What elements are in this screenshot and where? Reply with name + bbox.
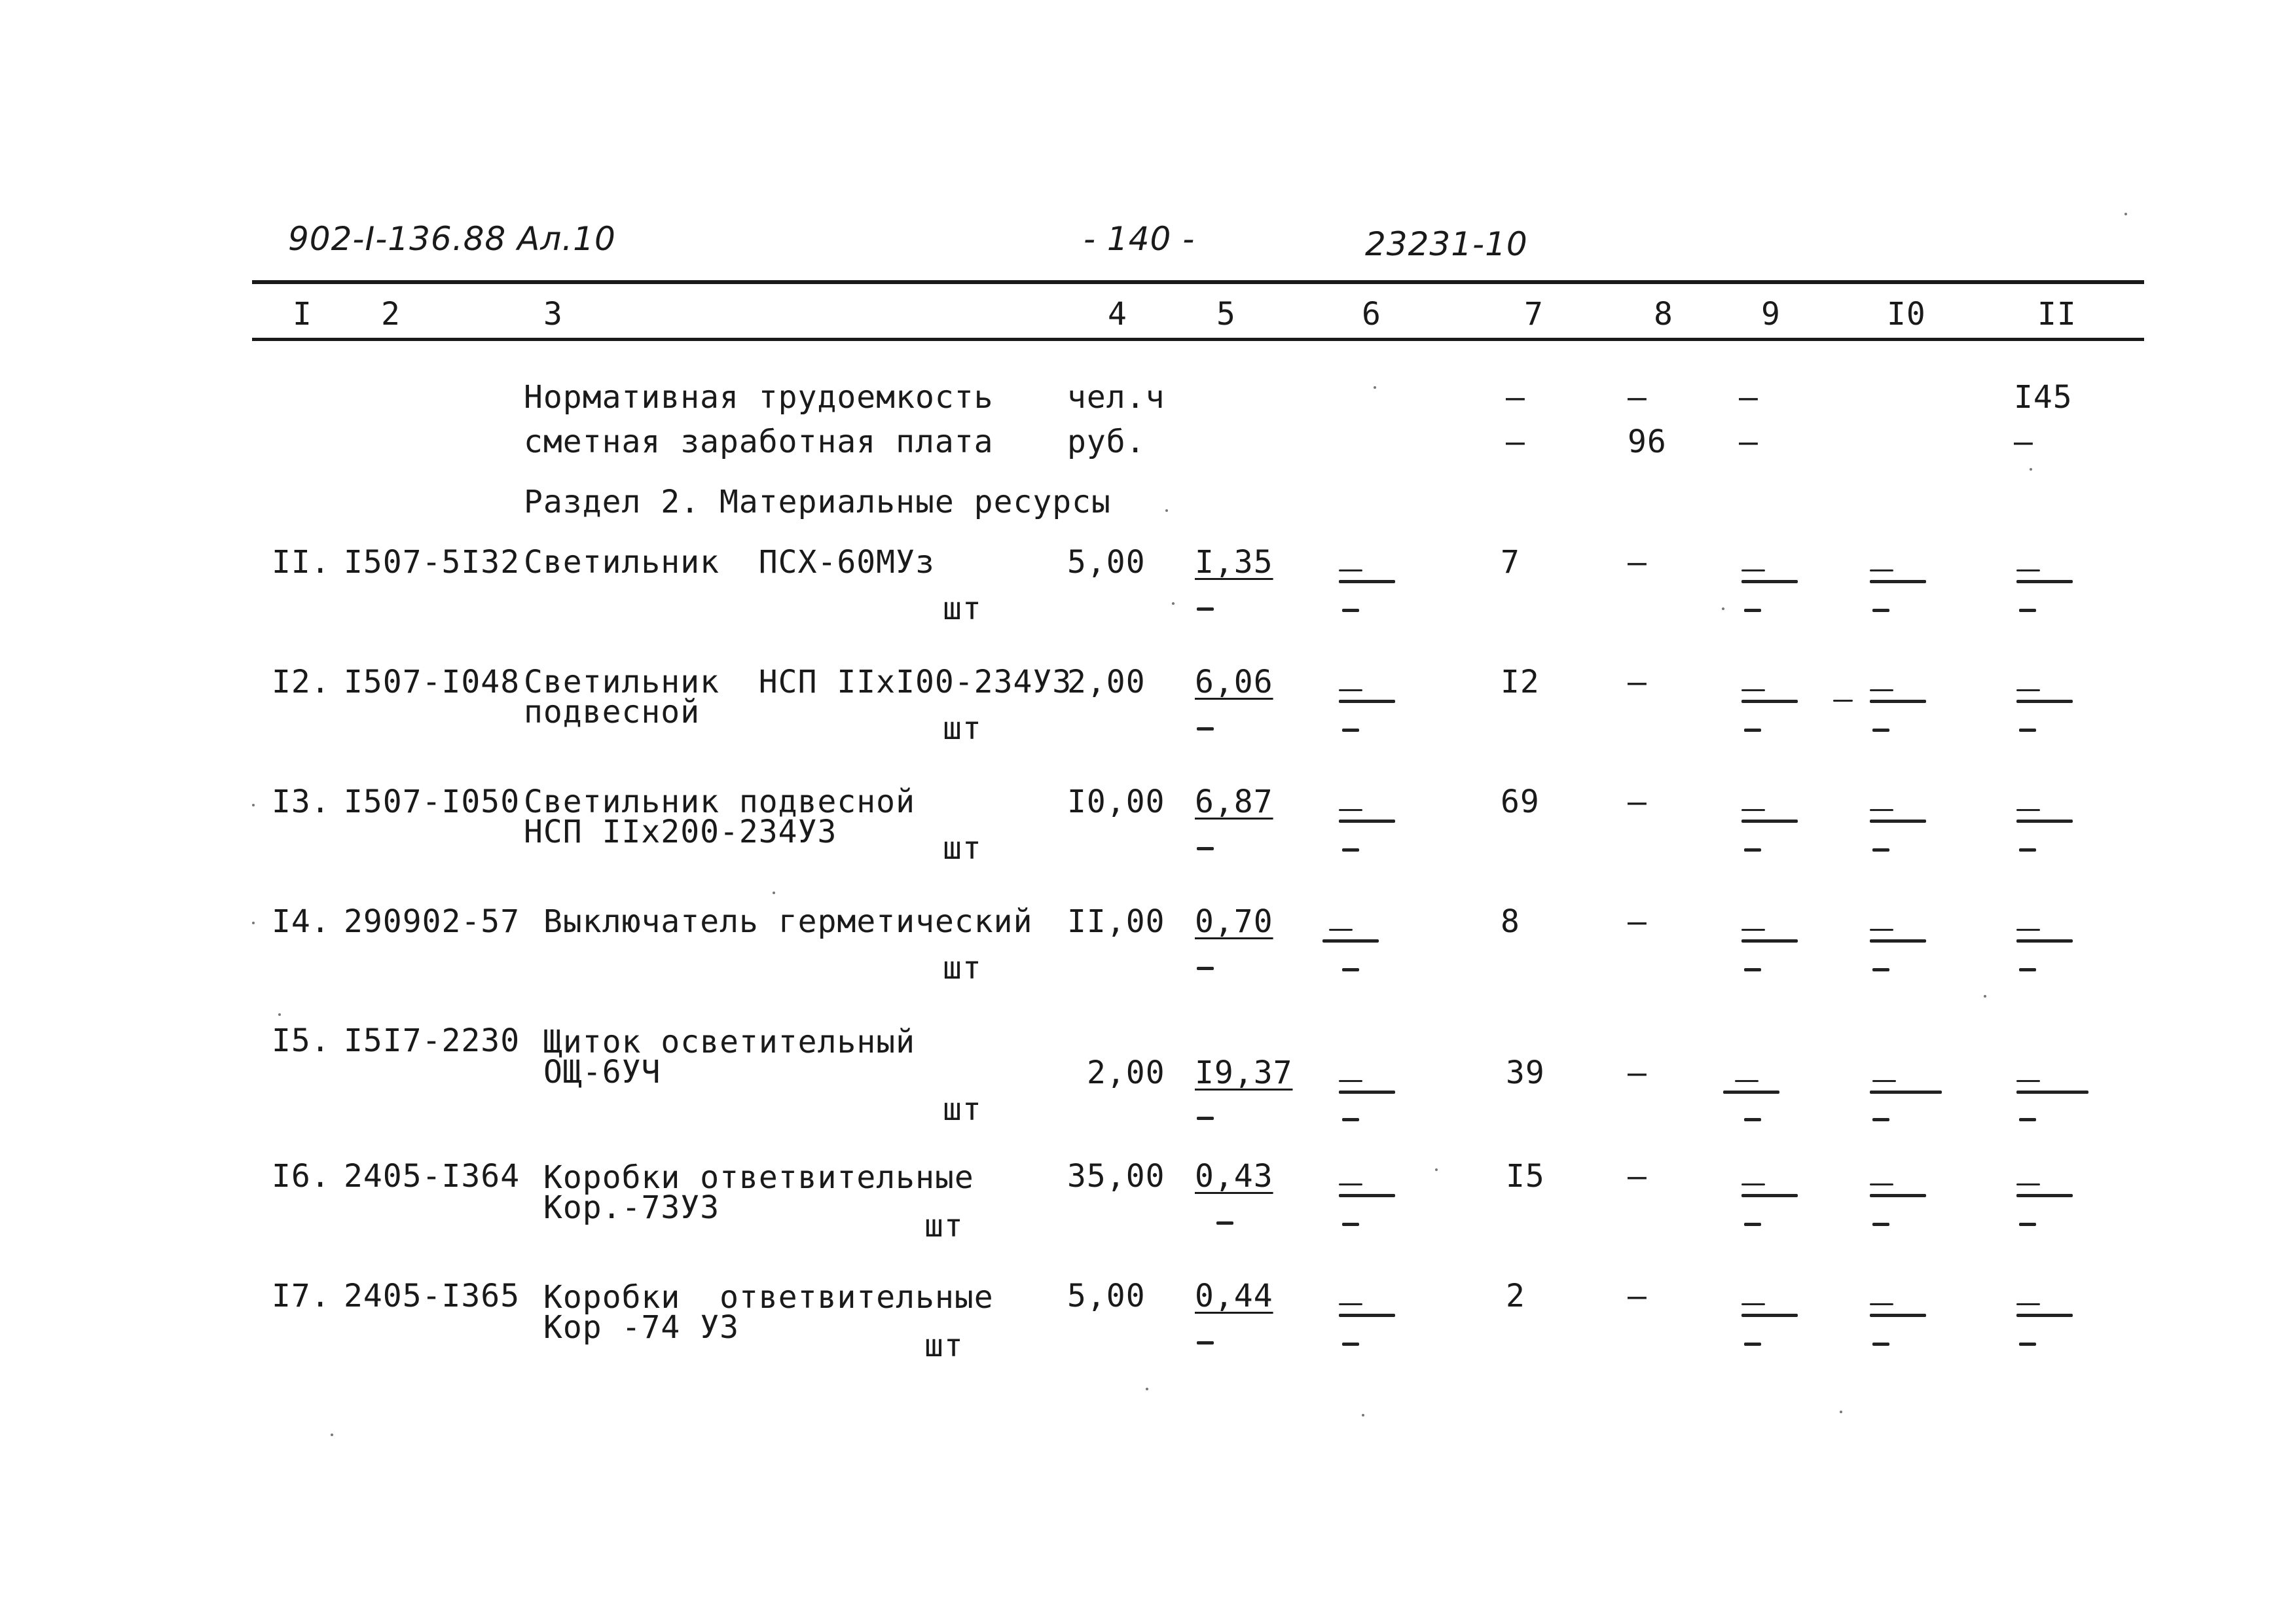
unit-price: I9,37 [1195,1055,1293,1091]
unit-price: 6,87 [1195,784,1273,820]
dash-mark [1872,968,1889,971]
summary-col9: – [1739,379,1758,416]
resource-name-cont: подвесной [524,694,701,731]
dash-mark [1833,700,1853,702]
dash-mark [1872,1118,1889,1121]
col8-value: – [1628,1278,1647,1314]
dash-mark [2016,929,2040,931]
resource-code: 290902-57 [344,903,520,940]
scan-speck [278,1013,281,1016]
dash-mark [1339,1314,1395,1317]
row-number: I5. [272,1022,331,1059]
resource-name: Светильник ПСХ-60МУз [524,544,935,581]
summary-col7: – [1506,379,1525,416]
dash-mark [1744,1118,1761,1121]
dash-mark [1339,1303,1362,1305]
scan-speck [2030,468,2032,471]
page-number: - 140 - [1084,220,1195,258]
scan-speck [252,804,255,806]
col8-value: – [1628,784,1647,820]
resource-code: I507-I050 [344,784,520,820]
dash-mark [1342,1118,1359,1121]
scan-speck [1362,1414,1364,1416]
unit-price: 6,06 [1195,664,1273,700]
dash-mark [1197,607,1214,611]
col7-value: I5 [1506,1158,1545,1195]
dash-mark [1870,569,1893,571]
dash-mark [2016,580,2073,583]
dash-mark [1741,689,1765,691]
resource-name: Светильник подвесной [524,784,915,820]
dash-mark [1872,1343,1889,1346]
dash-mark [2016,1314,2073,1317]
dash-mark [1339,1091,1395,1094]
summary-col11: – [2014,424,2033,460]
dash-mark [2019,968,2036,971]
row-number: I4. [272,903,331,940]
dash-mark [1872,729,1889,732]
resource-name-cont: Кор -74 УЗ [543,1309,739,1346]
summary-col8: 96 [1628,424,1667,460]
scan-speck [2124,213,2127,215]
col8-value: – [1628,544,1647,581]
dash-mark [1741,700,1798,703]
dash-mark [1342,848,1359,852]
summary-col7: – [1506,424,1525,460]
dash-mark [1744,848,1761,852]
dash-mark [2016,820,2073,823]
dash-mark [1741,939,1798,943]
scan-speck [1146,1388,1148,1390]
dash-mark [2016,809,2040,811]
unit-price: 0,44 [1195,1278,1273,1314]
resource-name: Коробки ответвительные [543,1159,974,1196]
resource-code: I5I7-2230 [344,1022,520,1059]
column-number: I [293,296,312,333]
dash-mark [2016,1194,2073,1197]
dash-mark [1741,1194,1798,1197]
dash-mark [2016,700,2073,703]
row-number: I3. [272,784,331,820]
quantity: 2,00 [1067,664,1146,700]
unit-label: шт [943,1091,982,1128]
quantity: 35,00 [1067,1158,1165,1195]
scan-speck [1840,1411,1842,1413]
section-title: Раздел 2. Материальные ресурсы [524,484,1111,520]
scan-speck [1722,607,1724,610]
header-bottom-rule [252,338,2144,341]
column-number: II [2037,296,2077,333]
unit-label: шт [924,1208,964,1244]
dash-mark [1342,609,1359,612]
dash-mark [2016,689,2040,691]
quantity: 2,00 [1087,1055,1165,1091]
dash-mark [1329,929,1353,931]
dash-mark [1197,967,1214,970]
dash-mark [1870,939,1926,943]
dash-mark [1197,847,1214,850]
inventory-number: 23231-10 [1365,225,1528,263]
column-number: 2 [381,296,401,333]
summary-name: сметная заработная плата [524,424,994,460]
dash-mark [1872,848,1889,852]
unit-label: шт [924,1327,964,1364]
dash-mark [2019,609,2036,612]
resource-code: 2405-I364 [344,1158,520,1195]
dash-mark [1741,1303,1765,1305]
unit-label: шт [943,590,982,627]
dash-mark [1339,809,1362,811]
quantity: 5,00 [1067,544,1146,581]
dash-mark [1342,729,1359,732]
resource-name: Коробки ответвительные [543,1279,994,1316]
dash-mark [1342,1343,1359,1346]
dash-mark [2019,1343,2036,1346]
dash-mark [1339,569,1362,571]
col7-value: 69 [1501,784,1540,820]
scan-speck [1165,509,1168,512]
col7-value: 39 [1506,1055,1545,1091]
dash-mark [1322,939,1379,943]
unit-price: I,35 [1195,544,1273,581]
dash-mark [1197,727,1214,731]
dash-mark [1870,580,1926,583]
resource-name-cont: Кор.-73УЗ [543,1189,720,1226]
dash-mark [1741,580,1798,583]
col8-value: – [1628,664,1647,700]
dash-mark [1741,809,1765,811]
summary-col8: – [1628,379,1647,416]
dash-mark [1870,809,1893,811]
column-number: I0 [1887,296,1926,333]
row-number: II. [272,544,331,581]
dash-mark [1339,1183,1362,1185]
scan-speck [1172,602,1175,605]
dash-mark [1870,1091,1942,1094]
scan-speck [773,892,775,894]
row-number: I2. [272,664,331,700]
dash-mark [1744,968,1761,971]
dash-mark [1870,1183,1893,1185]
dash-mark [1741,929,1765,931]
row-number: I6. [272,1158,331,1195]
resource-name-cont: ОЩ-6УЧ [543,1054,661,1091]
dash-mark [1741,820,1798,823]
dash-mark [1870,929,1893,931]
column-number: 3 [543,296,563,333]
column-number: 4 [1108,296,1127,333]
dash-mark [1870,820,1926,823]
dash-mark [1741,569,1765,571]
scan-speck [252,922,255,924]
scan-speck [331,1434,333,1436]
dash-mark [2016,1080,2040,1082]
dash-mark [1744,729,1761,732]
summary-unit: руб. [1067,424,1146,460]
summary-unit: чел.ч [1067,379,1165,416]
quantity: 5,00 [1067,1278,1146,1314]
dash-mark [1870,1314,1926,1317]
dash-mark [1744,609,1761,612]
dash-mark [2016,569,2040,571]
dash-mark [1197,1341,1214,1344]
dash-mark [2016,1183,2040,1185]
unit-label: шт [943,710,982,747]
column-number: 5 [1216,296,1236,333]
dash-mark [1744,1223,1761,1226]
col7-value: 2 [1506,1278,1525,1314]
summary-col11: I45 [2014,379,2073,416]
scan-speck [1984,995,1986,998]
unit-label: шт [943,830,982,867]
quantity: I0,00 [1067,784,1165,820]
resource-code: I507-I048 [344,664,520,700]
resource-name-cont: НСП IIx200-234УЗ [524,814,837,850]
col8-value: – [1628,1055,1647,1091]
scan-speck [1374,386,1376,389]
dash-mark [1741,1183,1765,1185]
dash-mark [1870,1194,1926,1197]
resource-name: Выключатель герметический [543,903,1033,940]
col8-value: – [1628,903,1647,940]
dash-mark [2016,939,2073,943]
dash-mark [1197,1117,1214,1120]
header-top-rule [252,280,2144,284]
dash-mark [1741,1314,1798,1317]
dash-mark [1342,968,1359,971]
dash-mark [1870,689,1893,691]
column-number: 9 [1761,296,1781,333]
dash-mark [2016,1303,2040,1305]
column-number: 7 [1524,296,1544,333]
dash-mark [2019,848,2036,852]
resource-code: 2405-I365 [344,1278,520,1314]
dash-mark [1872,609,1889,612]
resource-name: Светильник НСП IIxI00-234УЗ [524,664,1072,700]
dash-mark [1723,1091,1779,1094]
dash-mark [1339,689,1362,691]
dash-mark [1339,820,1395,823]
col7-value: 8 [1501,903,1520,940]
dash-mark [2016,1091,2088,1094]
resource-code: I507-5I32 [344,544,520,581]
dash-mark [1744,1343,1761,1346]
col7-value: I2 [1501,664,1540,700]
dash-mark [1339,580,1395,583]
dash-mark [1339,1080,1362,1082]
dash-mark [2019,1223,2036,1226]
summary-col9: – [1739,424,1758,460]
document-code: 902-I-136.88 Ал.10 [288,220,616,258]
dash-mark [1339,1194,1395,1197]
summary-name: Нормативная трудоемкость [524,379,994,416]
dash-mark [2019,1118,2036,1121]
dash-mark [1870,1303,1893,1305]
dash-mark [1735,1080,1758,1082]
unit-price: 0,43 [1195,1158,1273,1195]
resource-name: Щиток осветительный [543,1024,916,1060]
row-number: I7. [272,1278,331,1314]
scan-speck [1435,1168,1438,1171]
column-number: 8 [1654,296,1673,333]
quantity: II,00 [1067,903,1165,940]
dash-mark [1339,700,1395,703]
dash-mark [1872,1223,1889,1226]
col8-value: – [1628,1158,1647,1195]
dash-mark [1872,1080,1896,1082]
dash-mark [1870,700,1926,703]
dash-mark [1216,1221,1233,1225]
col7-value: 7 [1501,544,1520,581]
column-number: 6 [1362,296,1381,333]
dash-mark [2019,729,2036,732]
unit-price: 0,70 [1195,903,1273,940]
dash-mark [1342,1223,1359,1226]
unit-label: шт [943,950,982,986]
